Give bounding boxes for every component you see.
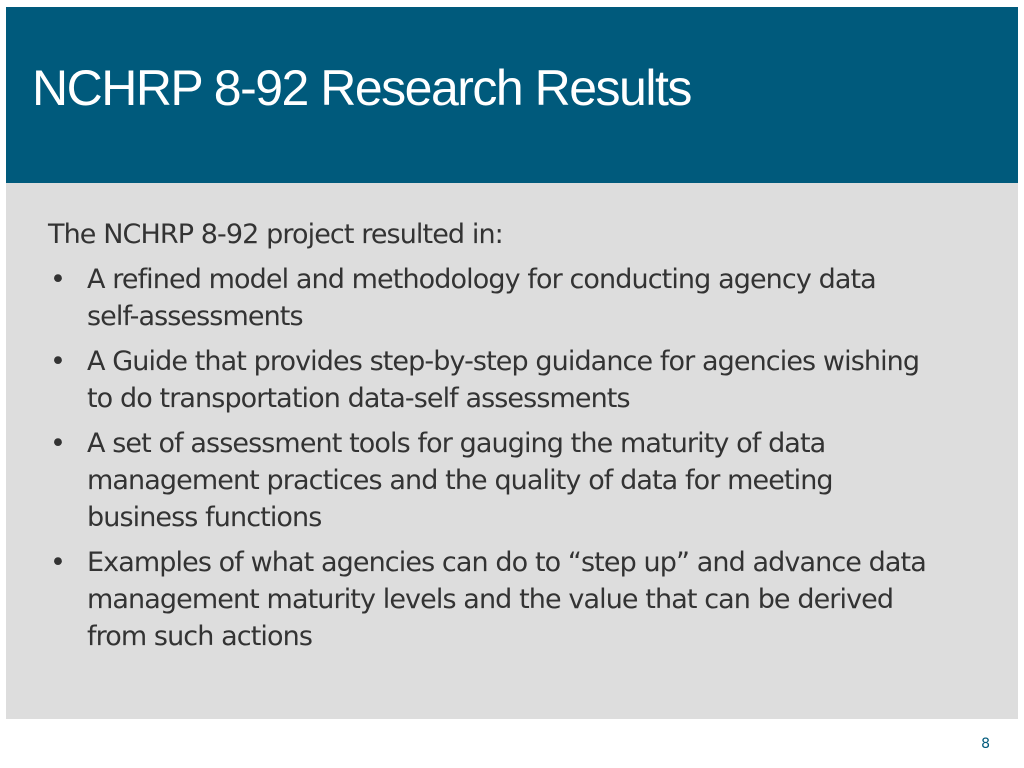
slide-body	[48, 216, 1003, 663]
bullet-icon: •	[50, 547, 66, 578]
title-bar	[6, 7, 1018, 183]
bullet-line: from such actions	[87, 621, 313, 652]
bullet-line: A Guide that provides step-by-step guidance for agencies wishing	[87, 346, 920, 377]
bullet-item	[48, 261, 1003, 335]
bullet-icon: •	[50, 428, 66, 459]
content-panel	[6, 183, 1018, 719]
bullet-item	[48, 343, 1003, 417]
bullet-line: self-assessments	[87, 301, 303, 332]
bullet-icon: •	[50, 264, 66, 295]
intro-text: The NCHRP 8-92 project resulted in:	[48, 219, 503, 250]
bullet-line: A set of assessment tools for gauging the maturity of data	[87, 428, 826, 459]
bullet-line: Examples of what agencies can do to “step up” and advance data	[87, 547, 926, 578]
bullet-line: to do transportation data-self assessments	[87, 383, 630, 414]
bullet-line: management maturity levels and the value that can be derived	[87, 584, 894, 615]
bullet-line: business functions	[87, 502, 322, 533]
bullet-list	[48, 261, 1003, 655]
page-number: 8	[981, 736, 990, 752]
slide-title: NCHRP 8-92 Research Results	[32, 60, 691, 116]
bullet-item	[48, 425, 1003, 536]
bullet-item	[48, 544, 1003, 655]
bullet-line: management practices and the quality of data for meeting	[87, 465, 833, 496]
bullet-icon: •	[50, 346, 66, 377]
bullet-line: A refined model and methodology for conducting agency data	[87, 264, 876, 295]
